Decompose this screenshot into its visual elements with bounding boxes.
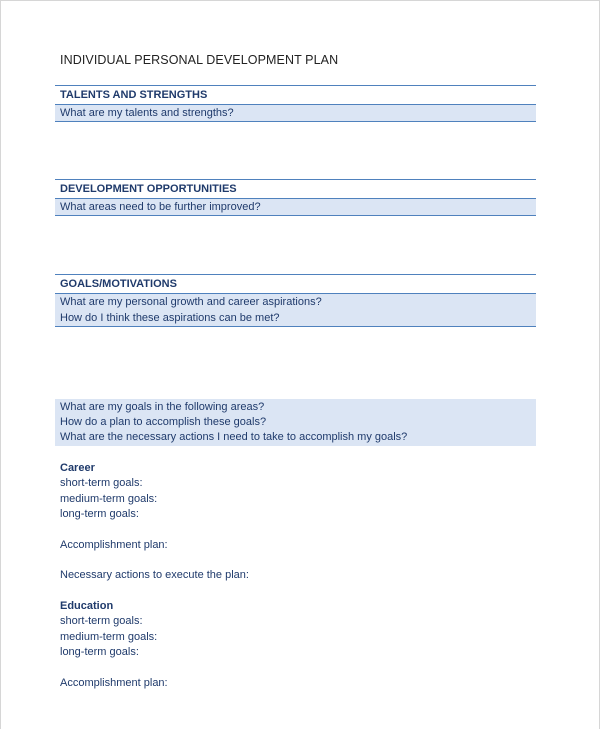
section-questions (55, 199, 536, 216)
section-goals-motivations (55, 274, 536, 327)
career-necessary-actions: Necessary actions to execute the plan: (60, 569, 249, 582)
goals-prompt-line: What are the necessary actions I need to take to accomplish my goals? (60, 431, 408, 443)
document-title: INDIVIDUAL PERSONAL DEVELOPMENT PLAN (60, 53, 339, 67)
career-accomplishment-plan: Accomplishment plan: (60, 538, 168, 551)
section-talents (55, 85, 536, 122)
question-line: What are my talents and strengths? (60, 107, 234, 119)
section-questions (55, 105, 536, 122)
education-short-term: short-term goals: (60, 615, 143, 628)
career-block (60, 461, 249, 583)
question-line: How do I think these aspirations can be met? (60, 312, 280, 324)
section-heading: GOALS/MOTIVATIONS (55, 274, 536, 294)
education-block (60, 599, 168, 691)
section-development (55, 179, 536, 216)
education-long-term: long-term goals: (60, 646, 139, 659)
goals-prompt-line: What are my goals in the following areas? (60, 401, 265, 413)
career-short-term: short-term goals: (60, 477, 143, 490)
goals-prompt-box (55, 399, 536, 446)
education-medium-term: medium-term goals: (60, 630, 158, 643)
education-accomplishment-plan: Accomplishment plan: (60, 676, 168, 689)
section-heading: TALENTS AND STRENGTHS (55, 85, 536, 105)
goals-prompt-line: How do a plan to accomplish these goals? (60, 416, 267, 428)
career-long-term: long-term goals: (60, 508, 139, 521)
question-line: What areas need to be further improved? (60, 201, 261, 213)
career-medium-term: medium-term goals: (60, 492, 158, 505)
career-heading: Career (60, 462, 95, 474)
education-heading: Education (60, 600, 114, 612)
question-line: What are my personal growth and career aspirations? (60, 296, 322, 308)
section-heading: DEVELOPMENT OPPORTUNITIES (55, 179, 536, 199)
section-questions (55, 294, 536, 327)
